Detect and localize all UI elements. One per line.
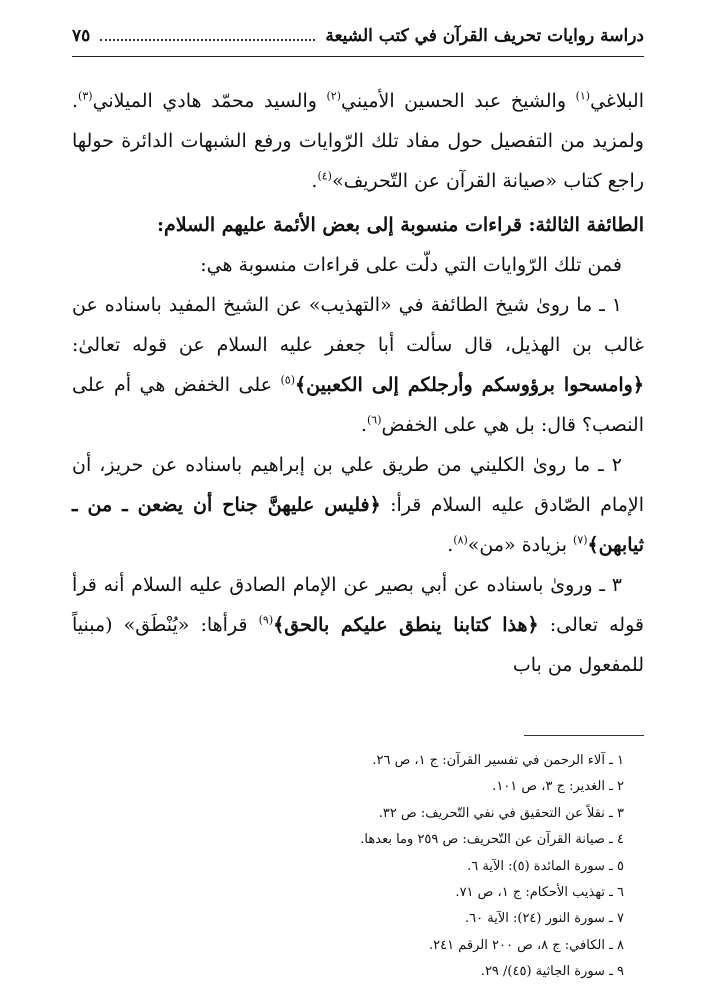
text-run: ٣ ـ وروىٰ باسناده عن أبي بصير عن الإمام الصادق عليه السلام أنه قرأ قوله تعالى:: [72, 574, 644, 636]
footnote: ١ ـ آلاء الرحمن في تفسير القرآن: ج ١، ص ٢٦.: [372, 753, 624, 768]
text-run: على الخفض هي أم على النصب؟ قال: بل هي على الخفض: [72, 374, 644, 436]
paragraph-continuation: [72, 81, 644, 201]
section-heading: الطائفة الثالثة: قراءات منسوبة إلى بعض الأئمة عليهم السلام:: [157, 214, 644, 236]
text-run: ٢ ـ ما روىٰ الكليني من طريق علي بن إبراهيم باسناده عن حريز، أن الإمام الصّادق عليه السلام قرأ:: [72, 454, 644, 516]
header-rule: [72, 56, 644, 57]
text-run: قرأها: «يُنْطَق» (مبنياً للمفعول من باب: [72, 614, 644, 676]
footnote: ٣ ـ نقلاً عن التحقيق في نفي التّحريف: ص ٣٢.: [378, 805, 624, 821]
footnote: ٤ ـ صيانة القرآن عن التّحريف: ص ٢٥٩ وما بعدها.: [360, 832, 624, 848]
footnote: ٦ ـ تهذيب الأحكام: ج ١، ص ٧١.: [455, 885, 624, 901]
text-run: .: [447, 534, 454, 556]
quran-verse: ﴿هذا كتابنا ينطق عليكم بالحق﴾: [273, 614, 539, 636]
footnote-ref: (٥): [280, 373, 295, 387]
footnote-ref: (٣): [78, 89, 93, 103]
paragraph-narration-1: [72, 285, 644, 445]
text-run: .: [311, 170, 318, 192]
footnote: ٩ ـ سورة الجاثية (٤٥)/ ٢٩.: [480, 964, 624, 980]
footnote-ref: (٤): [317, 169, 332, 183]
main-text: [72, 81, 644, 685]
footnote-ref: (٢): [326, 89, 342, 103]
footnote: ٧ ـ سورة النور (٢٤): الآية ٦٠.: [464, 911, 624, 927]
text-run: ١ ـ ما روىٰ شيخ الطائفة في «التهذيب» عن الشيخ المفيد باسناده عن غالب بن الهذيل، قال سألت أبا جعفر عليه السلام عن قوله تعالىٰ:: [72, 294, 644, 356]
quran-verse: ﴿فليس عليهنَّ جناح أن يضعن ـ من ـ ثيابهن﴾: [72, 494, 644, 556]
footnote: ٨ ـ الكافي: ج ٨، ص ٢٠٠ الرقم ٢٤١.: [429, 937, 624, 953]
text-run: .: [360, 414, 367, 436]
footnote-separator: [524, 735, 644, 736]
footnote: ٢ ـ الغدير: ج ٣، ص ١٠١.: [492, 779, 624, 795]
quran-verse: ﴿وامسحوا برؤوسكم وأرجلكم إلى الكعبين﴾: [295, 374, 644, 396]
text-run: . ولمزيد من التفصيل حول مفاد تلك الرّوايات ورفع الشبهات الدائرة حولها راجع كتاب «صيانة القرآن عن التّحريف»: [72, 90, 644, 192]
paragraph-intro: فمن تلك الرّوايات التي دلّت على قراءات منسوبة هي:: [200, 254, 622, 276]
text-run: بزيادة «من»: [467, 534, 574, 556]
dot-leader: [100, 27, 315, 41]
footnote-ref: (١): [575, 89, 591, 103]
footnote: ٥ ـ سورة المائدة (٥): الآية ٦.: [467, 858, 624, 874]
running-header-title: دراسة روايات تحريف القرآن في كتب الشيعة: [325, 26, 644, 46]
footnotes: [72, 748, 644, 986]
text-run: والسيد محمّد هادي الميلاني: [92, 90, 327, 112]
paragraph-narration-3: [72, 565, 644, 685]
footnote-ref: (٦): [366, 413, 382, 427]
running-header: [72, 24, 644, 48]
text-run: والشيخ عبد الحسين الأميني: [341, 90, 576, 112]
paragraph-narration-2: [72, 445, 644, 565]
footnote-ref: (٧): [573, 533, 588, 547]
page-number: ٧٥: [72, 26, 91, 46]
footnote-ref: (٩): [258, 613, 274, 627]
text-run: البلاغي: [590, 90, 644, 112]
footnote-ref: (٨): [453, 533, 468, 547]
